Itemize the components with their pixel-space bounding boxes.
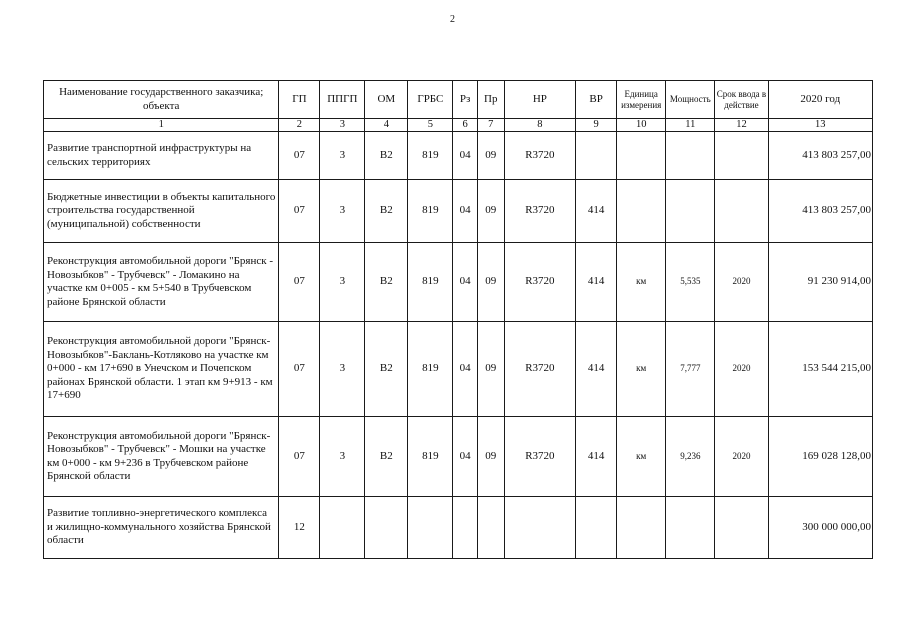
cell-ppgp: 3: [320, 417, 365, 497]
column-number: 13: [768, 119, 872, 132]
cell-grbs: [408, 497, 453, 559]
column-number: 2: [279, 119, 320, 132]
cell-capacity: [666, 180, 715, 243]
budget-table: [43, 80, 873, 559]
column-number: 11: [666, 119, 715, 132]
cell-ppgp: 3: [320, 322, 365, 417]
page-number: 2: [450, 14, 455, 25]
header-unit: Единица измерения: [617, 81, 666, 119]
cell-vr: [576, 497, 617, 559]
cell-name: Реконструкция автомобильной дороги "Брянск-Новозыбков"-Баклань-Котляково на участке км 0+000 - км 17+690 в Унечском и Почепском районах Брянской области. 1 этап км 9+913 - км 17+690: [44, 322, 279, 417]
cell-rz: 04: [453, 322, 478, 417]
header-grbs: ГРБС: [408, 81, 453, 119]
cell-name: Развитие топливно-энергетического комплекса и жилищно-коммунального хозяйства Брянской области: [44, 497, 279, 559]
cell-gp: 07: [279, 180, 320, 243]
cell-pr: 09: [477, 322, 504, 417]
cell-gp: 07: [279, 243, 320, 322]
column-number: 12: [715, 119, 768, 132]
cell-vr: 414: [576, 417, 617, 497]
header-vr: ВР: [576, 81, 617, 119]
table-row: [44, 132, 873, 180]
cell-unit: [617, 180, 666, 243]
column-number: 1: [44, 119, 279, 132]
cell-rz: 04: [453, 243, 478, 322]
cell-rz: 04: [453, 180, 478, 243]
cell-commissioning: 2020: [715, 417, 768, 497]
cell-gp: 07: [279, 322, 320, 417]
table-row: [44, 243, 873, 322]
cell-rz: [453, 497, 478, 559]
cell-vr: 414: [576, 180, 617, 243]
cell-name: Развитие транспортной инфраструктуры на сельских территориях: [44, 132, 279, 180]
cell-rz: 04: [453, 132, 478, 180]
table-row: [44, 322, 873, 417]
cell-unit: км: [617, 322, 666, 417]
header-om: ОМ: [365, 81, 408, 119]
cell-grbs: 819: [408, 180, 453, 243]
cell-vr: 414: [576, 243, 617, 322]
column-number: 10: [617, 119, 666, 132]
cell-gp: 07: [279, 132, 320, 180]
cell-nr: R3720: [504, 322, 576, 417]
cell-unit: [617, 132, 666, 180]
column-number-row: [44, 119, 873, 132]
header-pr: Пр: [477, 81, 504, 119]
cell-unit: [617, 497, 666, 559]
cell-grbs: 819: [408, 132, 453, 180]
cell-commissioning: 2020: [715, 322, 768, 417]
cell-ppgp: 3: [320, 243, 365, 322]
cell-gp: 07: [279, 417, 320, 497]
cell-grbs: 819: [408, 322, 453, 417]
header-rz: Рз: [453, 81, 478, 119]
cell-nr: [504, 497, 576, 559]
cell-pr: 09: [477, 243, 504, 322]
cell-om: В2: [365, 322, 408, 417]
header-amount-2020: 2020 год: [768, 81, 872, 119]
header-gp: ГП: [279, 81, 320, 119]
cell-nr: R3720: [504, 417, 576, 497]
cell-name: Реконструкция автомобильной дороги "Брянск-Новозыбков" - Трубчевск" - Мошки на участке км 0+000 - км 9+236 в Трубчевском районе Брянской области: [44, 417, 279, 497]
cell-ppgp: 3: [320, 180, 365, 243]
cell-pr: 09: [477, 180, 504, 243]
cell-capacity: [666, 132, 715, 180]
cell-amount-2020: 300 000 000,00: [768, 497, 872, 559]
cell-name: Реконструкция автомобильной дороги "Брянск - Новозыбков" - Трубчевск" - Ломакино на участке км 0+005 - км 5+540 в Трубчевском районе Брянской области: [44, 243, 279, 322]
header-name: Наименование государственного заказчика; объекта: [44, 81, 279, 119]
column-number: 4: [365, 119, 408, 132]
header-nr: НР: [504, 81, 576, 119]
cell-om: [365, 497, 408, 559]
cell-name: Бюджетные инвестиции в объекты капитального строительства государственной (муниципальной) собственности: [44, 180, 279, 243]
cell-unit: км: [617, 243, 666, 322]
cell-om: В2: [365, 180, 408, 243]
cell-nr: R3720: [504, 180, 576, 243]
cell-commissioning: [715, 497, 768, 559]
cell-capacity: 7,777: [666, 322, 715, 417]
cell-gp: 12: [279, 497, 320, 559]
cell-grbs: 819: [408, 417, 453, 497]
cell-rz: 04: [453, 417, 478, 497]
cell-om: В2: [365, 417, 408, 497]
column-number: 5: [408, 119, 453, 132]
cell-vr: 414: [576, 322, 617, 417]
cell-commissioning: 2020: [715, 243, 768, 322]
cell-commissioning: [715, 180, 768, 243]
cell-amount-2020: 413 803 257,00: [768, 132, 872, 180]
cell-amount-2020: 413 803 257,00: [768, 180, 872, 243]
cell-commissioning: [715, 132, 768, 180]
table-row: [44, 180, 873, 243]
cell-pr: [477, 497, 504, 559]
cell-unit: км: [617, 417, 666, 497]
cell-pr: 09: [477, 417, 504, 497]
cell-capacity: [666, 497, 715, 559]
cell-nr: R3720: [504, 243, 576, 322]
header-capacity: Мощность: [666, 81, 715, 119]
table-row: [44, 417, 873, 497]
cell-vr: [576, 132, 617, 180]
column-number: 6: [453, 119, 478, 132]
cell-ppgp: 3: [320, 132, 365, 180]
table-row: [44, 497, 873, 559]
header-commissioning: Срок ввода в действие: [715, 81, 768, 119]
cell-pr: 09: [477, 132, 504, 180]
table-header-row: [44, 81, 873, 119]
cell-capacity: 5,535: [666, 243, 715, 322]
cell-grbs: 819: [408, 243, 453, 322]
cell-nr: R3720: [504, 132, 576, 180]
column-number: 3: [320, 119, 365, 132]
column-number: 8: [504, 119, 576, 132]
column-number: 7: [477, 119, 504, 132]
cell-amount-2020: 91 230 914,00: [768, 243, 872, 322]
column-number: 9: [576, 119, 617, 132]
cell-capacity: 9,236: [666, 417, 715, 497]
cell-ppgp: [320, 497, 365, 559]
header-ppgp: ППГП: [320, 81, 365, 119]
cell-amount-2020: 169 028 128,00: [768, 417, 872, 497]
cell-om: В2: [365, 243, 408, 322]
cell-om: В2: [365, 132, 408, 180]
cell-amount-2020: 153 544 215,00: [768, 322, 872, 417]
